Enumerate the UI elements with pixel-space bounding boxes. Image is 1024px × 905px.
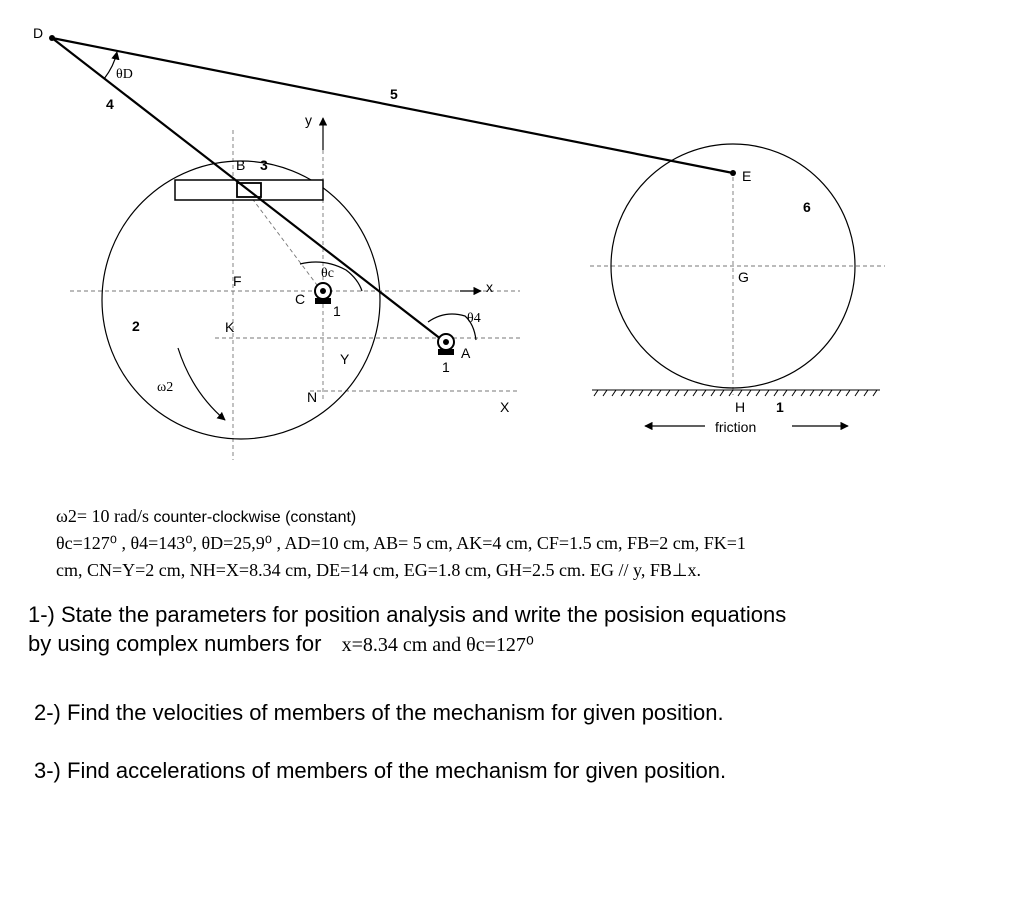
question-1-text: by using complex numbers for bbox=[28, 631, 322, 656]
label-N: N bbox=[307, 389, 318, 405]
label-Y: Y bbox=[340, 351, 350, 367]
label-one-A: 1 bbox=[442, 359, 450, 375]
label-one-H: 1 bbox=[776, 399, 784, 415]
label-theta-C: θc bbox=[321, 266, 334, 281]
label-X: X bbox=[500, 399, 510, 415]
label-G: G bbox=[738, 269, 749, 285]
label-E: E bbox=[742, 168, 752, 184]
label-theta-4: θ4 bbox=[467, 311, 481, 326]
label-y-axis: y bbox=[305, 112, 312, 128]
given-line-2: θc=127⁰ , θ4=143⁰, θD=25,9⁰ , AD=10 cm, AB= 5 cm, AK=4 cm, CF=1.5 cm, FB=2 cm, FK=1 bbox=[56, 533, 746, 553]
label-x-axis: x bbox=[486, 279, 493, 295]
question-3: 3-) Find accelerations of members of the mechanism for given position. bbox=[34, 758, 727, 783]
label-B: B bbox=[236, 157, 246, 173]
omega-2-value: ω2= 10 rad/s bbox=[56, 506, 149, 526]
joint-E bbox=[730, 170, 736, 176]
joint-D bbox=[49, 35, 55, 41]
label-link-4: 4 bbox=[106, 96, 114, 112]
label-link-5: 5 bbox=[390, 86, 398, 102]
ground-pin-C bbox=[315, 283, 331, 304]
label-link-3: 3 bbox=[260, 157, 268, 173]
question-1-line-2 bbox=[28, 631, 534, 657]
question-1-line-1: 1-) State the parameters for position analysis and write the posision equations bbox=[28, 602, 787, 627]
wheel-2 bbox=[102, 161, 380, 439]
label-wheel-2: 2 bbox=[132, 318, 140, 334]
label-A: A bbox=[461, 345, 471, 361]
omega-2-direction: counter-clockwise (constant) bbox=[153, 509, 357, 526]
label-one-C: 1 bbox=[333, 303, 341, 319]
ground-hatch bbox=[594, 390, 877, 396]
link-5 bbox=[52, 38, 733, 173]
label-F: F bbox=[233, 273, 242, 289]
omega-2-arrow bbox=[178, 348, 225, 420]
label-link-6: 6 bbox=[803, 199, 811, 215]
question-1-math: x=8.34 cm and θc=127⁰ bbox=[341, 634, 534, 656]
given-line-1 bbox=[56, 506, 1006, 527]
label-D: D bbox=[33, 25, 44, 41]
label-H: H bbox=[735, 399, 746, 415]
label-friction: friction bbox=[715, 419, 757, 435]
label-omega-2: ω2 bbox=[157, 380, 174, 395]
label-theta-D: θD bbox=[116, 67, 133, 82]
given-line-3: cm, CN=Y=2 cm, NH=X=8.34 cm, DE=14 cm, EG=1.8 cm, GH=2.5 cm. EG // y, FB⊥x. bbox=[56, 560, 702, 580]
question-2: 2-) Find the velocities of members of the mechanism for given position. bbox=[34, 700, 724, 725]
label-K: K bbox=[225, 319, 235, 335]
link-4 bbox=[52, 38, 446, 343]
label-C: C bbox=[295, 291, 306, 307]
ground-pin-A bbox=[438, 334, 454, 355]
